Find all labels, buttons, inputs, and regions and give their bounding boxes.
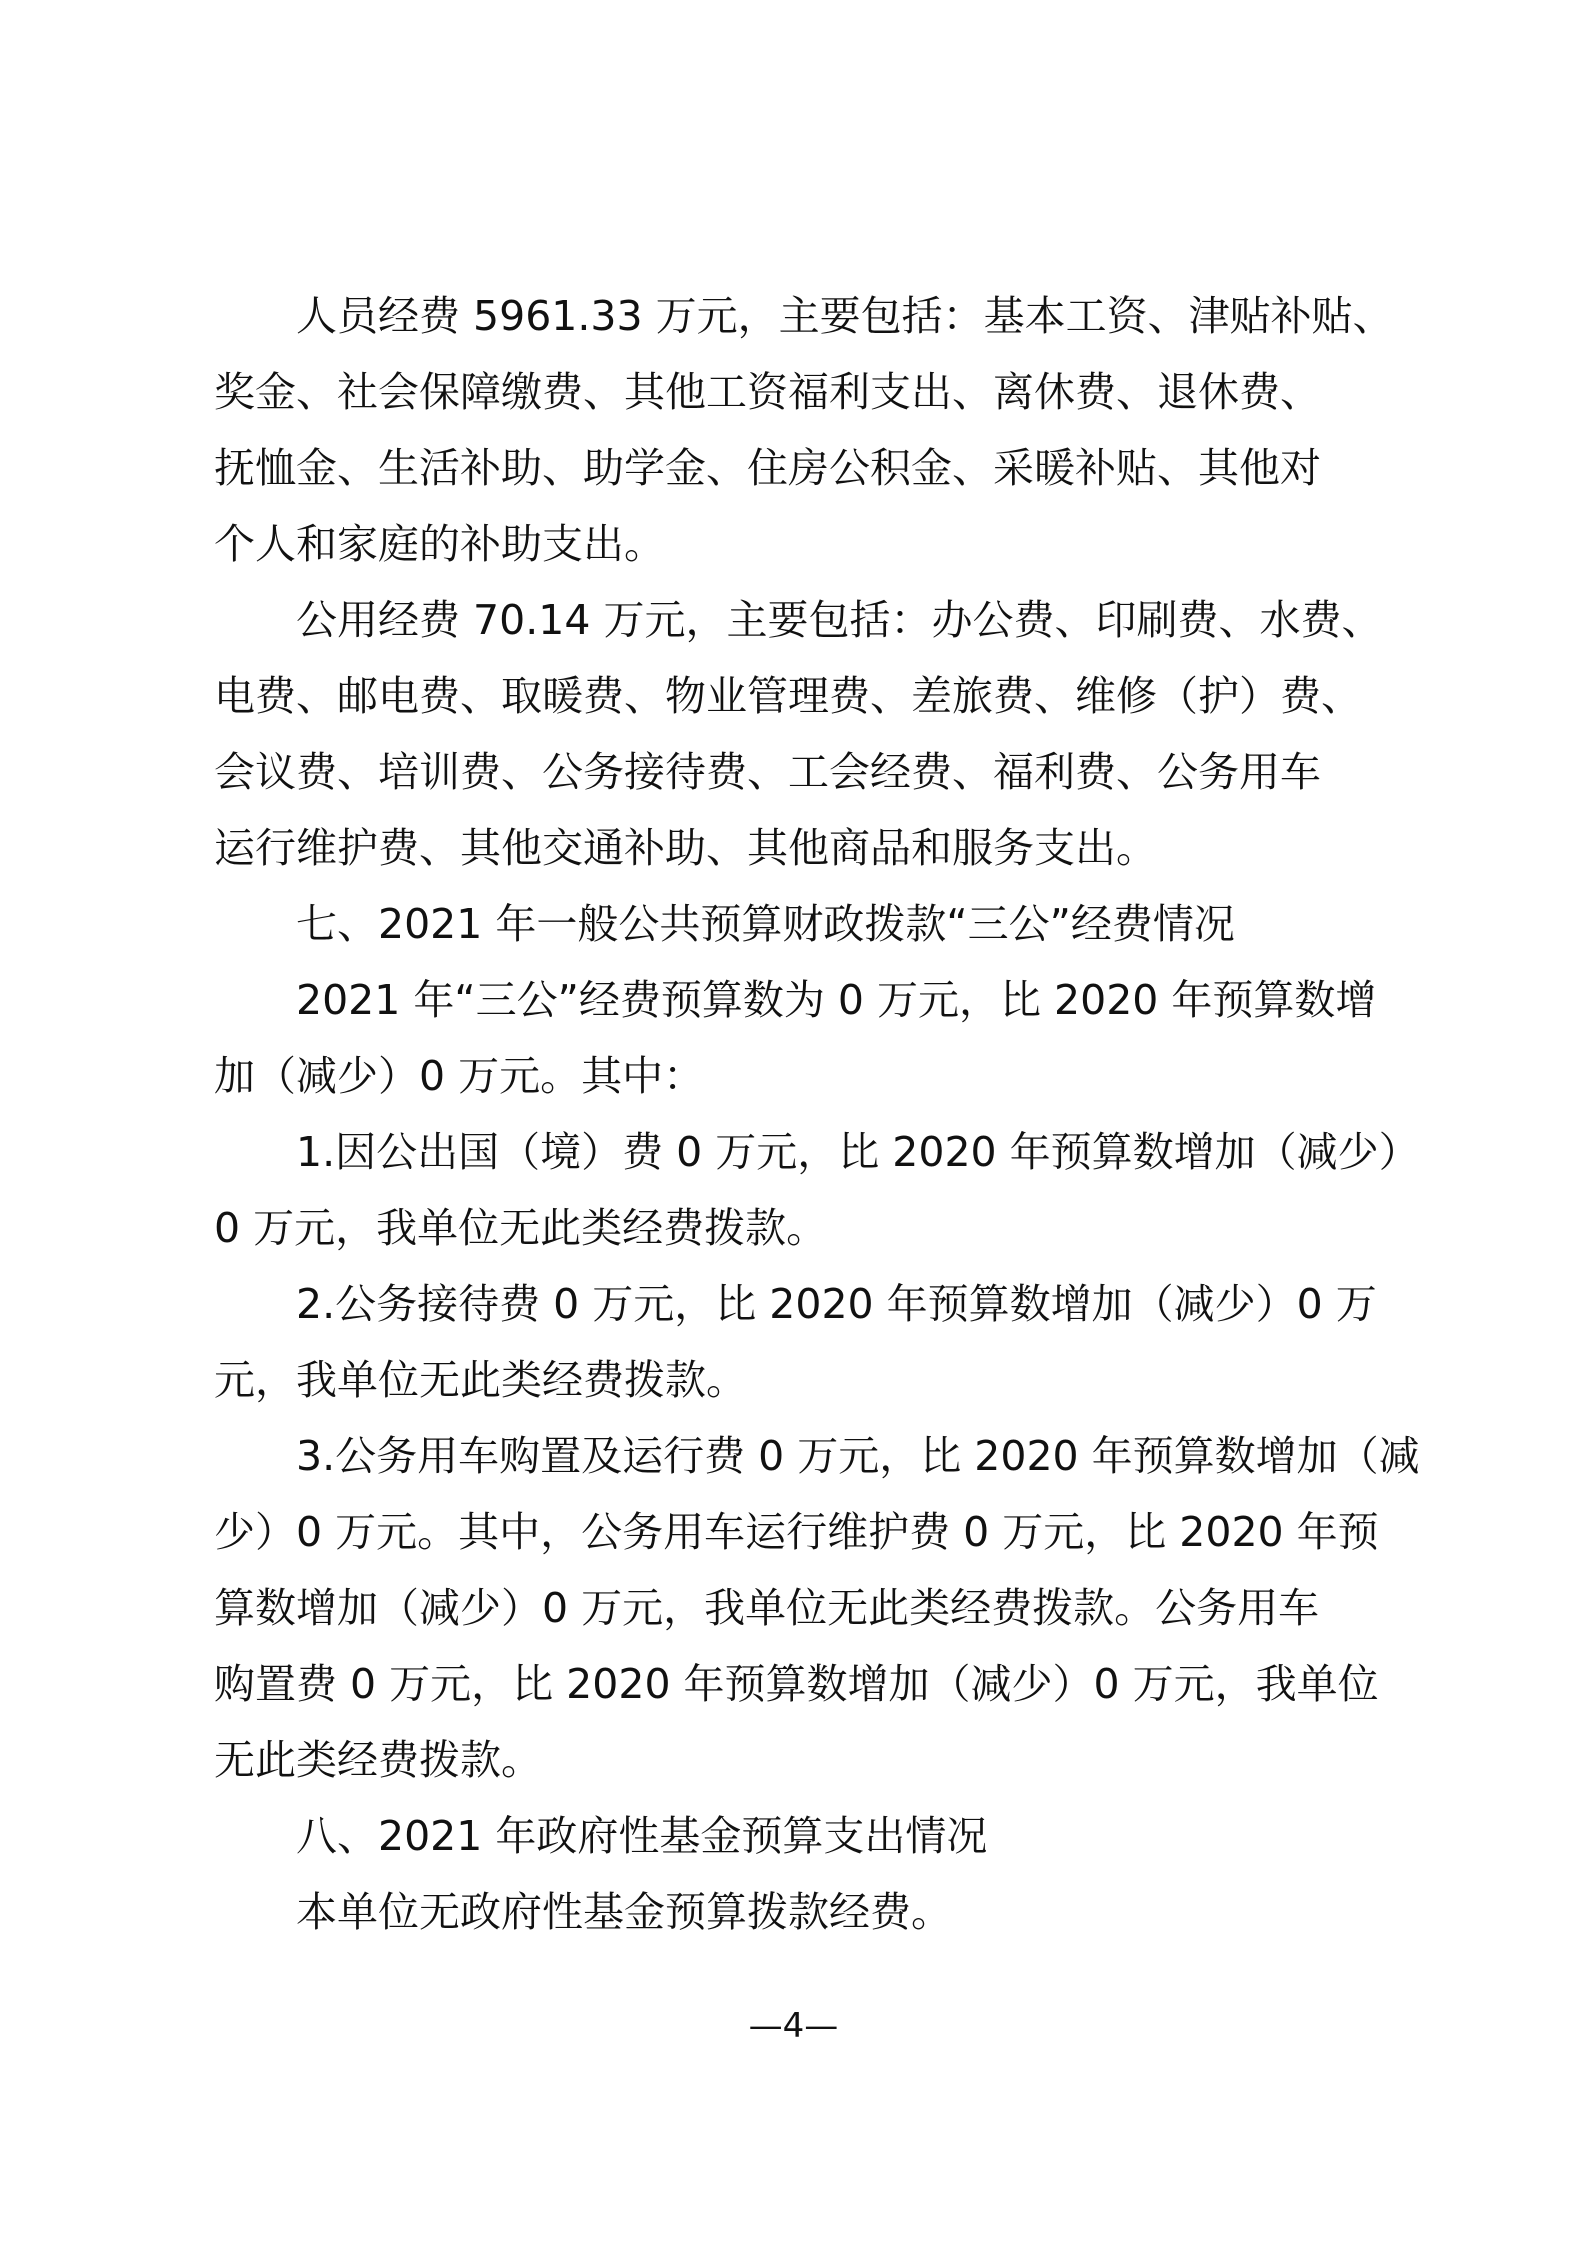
page-number: —4—: [748, 2006, 839, 2046]
text-line-three-public-budget: 2021 年“三公”经费预算数为 0 万元，比 2020 年预算数增: [296, 976, 1377, 1024]
section-heading-seven: 七、2021 年一般公共预算财政拨款“三公”经费情况: [296, 900, 1235, 948]
text-line-item-1: 1.因公出国（境）费 0 万元，比 2020 年预算数增加（减少）: [296, 1128, 1420, 1176]
text-line: 加（减少）0 万元。其中：: [214, 1052, 705, 1100]
text-line: 会议费、培训费、公务接待费、工会经费、福利费、公务用车: [214, 748, 1321, 796]
text-line: 电费、邮电费、取暖费、物业管理费、差旅费、维修（护）费、: [214, 672, 1362, 720]
text-line-government-fund: 本单位无政府性基金预算拨款经费。: [296, 1888, 952, 1936]
text-line: 元，我单位无此类经费拨款。: [214, 1356, 747, 1404]
text-line-item-3: 3.公务用车购置及运行费 0 万元，比 2020 年预算数增加（减: [296, 1432, 1420, 1480]
section-heading-eight: 八、2021 年政府性基金预算支出情况: [296, 1812, 988, 1860]
text-line: 少）0 万元。其中，公务用车运行维护费 0 万元，比 2020 年预: [214, 1508, 1379, 1556]
text-line: 个人和家庭的补助支出。: [214, 520, 665, 568]
text-line: 购置费 0 万元，比 2020 年预算数增加（减少）0 万元，我单位: [214, 1660, 1379, 1708]
text-line: 奖金、社会保障缴费、其他工资福利支出、离休费、退休费、: [214, 368, 1321, 416]
text-line-item-2: 2.公务接待费 0 万元，比 2020 年预算数增加（减少）0 万: [296, 1280, 1377, 1328]
text-line: 0 万元，我单位无此类经费拨款。: [214, 1204, 828, 1252]
text-line: 无此类经费拨款。: [214, 1736, 542, 1784]
text-line: 抚恤金、生活补助、助学金、住房公积金、采暖补贴、其他对: [214, 444, 1321, 492]
text-line-public-costs: 公用经费 70.14 万元，主要包括：办公费、印刷费、水费、: [296, 596, 1383, 644]
text-line-personnel-costs: 人员经费 5961.33 万元，主要包括：基本工资、津贴补贴、: [296, 292, 1394, 340]
text-line: 运行维护费、其他交通补助、其他商品和服务支出。: [214, 824, 1157, 872]
text-line: 算数增加（减少）0 万元，我单位无此类经费拨款。公务用车: [214, 1584, 1320, 1632]
